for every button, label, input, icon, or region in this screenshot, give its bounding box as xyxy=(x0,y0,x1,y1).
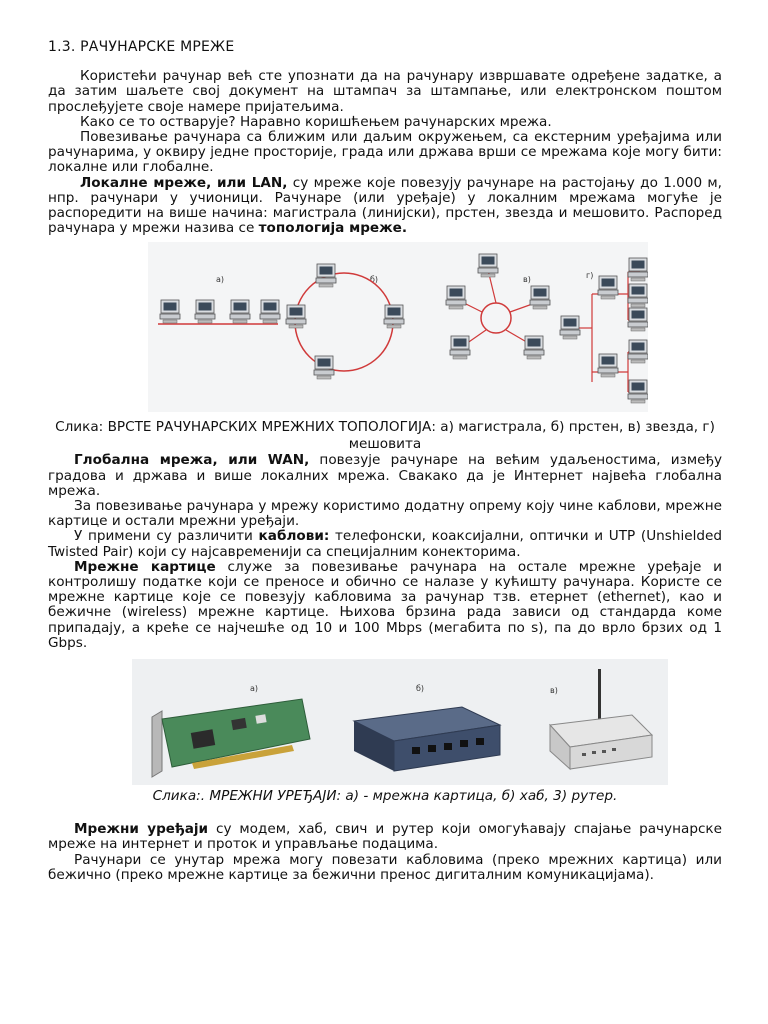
paragraph-connection-methods: Рачунари се унутар мрежа могу повезати кабловима (преко мрежних картица) или бежично (преко мрежне картице за бежични пренос дигиталним комуникацијама). xyxy=(48,851,722,883)
term-nic: Мрежне картице xyxy=(74,558,216,575)
label-star: в) xyxy=(523,275,531,285)
nic-text: служе за повезивање рачунара на остале мрежне уређаје и контролишу податке који се преносе и обично се налазе у кућишту рачунара. Користе се мрежне картице које се повезују кабловима за рачунар тзв. етернет (ethernet), као и бежичне (wireless) мрежне картице. Њихова брзина рада зависи од стандарда коме припадају, а креће се најчешће од 10 и 100 Mbps (мегабита по s), па до врло брзих од 1 Gbps. xyxy=(48,558,722,651)
paragraph-cables xyxy=(48,529,722,559)
document-page xyxy=(48,40,722,883)
paragraph-connection: Повезивање рачунара са ближим или даљим окружењем, са екстерним уређајима или рачунарима, у оквиру једне просторије, града или држава врши се мрежама које могу бити: локалне или глобалне. xyxy=(48,129,722,176)
cables-pre: У примени су различити xyxy=(74,528,259,545)
figure-caption-topologies: Слика: ВРСТЕ РАЧУНАРСКИХ МРЕЖНИХ ТОПОЛОГИЈА: а) магистрала, б) прстен, в) звезда, г) мешовита xyxy=(55,419,715,453)
label-ring: б) xyxy=(370,275,379,285)
cables-text: телефонски, коаксијални, оптички и UTP (Unshielded Twisted Pair) који су најсавременији са специјалним конекторима. xyxy=(48,528,723,560)
lan-text: су мреже које повезују рачунаре на растојању до 1.000 м, нпр. рачунари у учионици. Рачунаре (или уређаје) у локалним мрежама могуће је распоредити на више начина: магистрала (линијски), прстен, звезда и мешовито. Распоред рачунара у мрежи назива се xyxy=(48,174,722,237)
term-cables: каблови: xyxy=(258,528,330,545)
devices-photo xyxy=(132,659,668,785)
term-lan: Локалне мреже, или LAN, xyxy=(80,174,288,191)
term-topology: топологија мреже. xyxy=(258,220,408,237)
label-mixed: г) xyxy=(586,271,594,281)
topology-diagram xyxy=(148,242,648,412)
paragraph-intro: Користећи рачунар већ сте упознати да на рачунару извршавате одређене задатке, а да затим шаљете свој документ на штампач за штампање, или електронском поштом прослеђујете своје намере пријатељима. xyxy=(48,68,722,115)
paragraph-devices xyxy=(48,822,722,852)
paragraph-lan xyxy=(48,176,722,237)
figure-caption-devices: Слика:. МРЕЖНИ УРЕЂАЈИ: а) - мрежна картица, б) хаб, 3) рутер. xyxy=(152,788,618,805)
wan-text: повезује рачунаре на већим удаљеностима, између градова и држава и више локалних мрежа. Свакако да је Интернет највећа глобална мрежа. xyxy=(48,452,722,499)
label-router: в) xyxy=(550,686,558,696)
term-wan: Глобална мрежа, или WAN, xyxy=(74,452,310,469)
label-hub: б) xyxy=(416,684,425,694)
paragraph-wan xyxy=(48,453,722,499)
label-nic: а) xyxy=(250,684,259,694)
devices-text: су модем, хаб, свич и рутер који омогућавају спајање рачунарске мреже на интернет и проток и управљање подацима. xyxy=(48,821,722,853)
devices-figure xyxy=(48,659,722,787)
spacer xyxy=(48,804,722,822)
label-bus: а) xyxy=(216,275,225,285)
topology-figure xyxy=(48,242,722,415)
term-devices: Мрежни уређаји xyxy=(74,821,209,838)
paragraph-nic xyxy=(48,560,722,651)
paragraph-question: Како се то остварује? Наравно коришћењем рачунарских мрежа. xyxy=(80,113,552,130)
paragraph-equipment: За повезивање рачунара у мрежу користимо додатну опрему коју чине каблови, мрежне картице и остали мрежни уређаји. xyxy=(48,498,722,530)
section-heading: 1.3. РАЧУНАРСКЕ МРЕЖЕ xyxy=(48,39,235,55)
